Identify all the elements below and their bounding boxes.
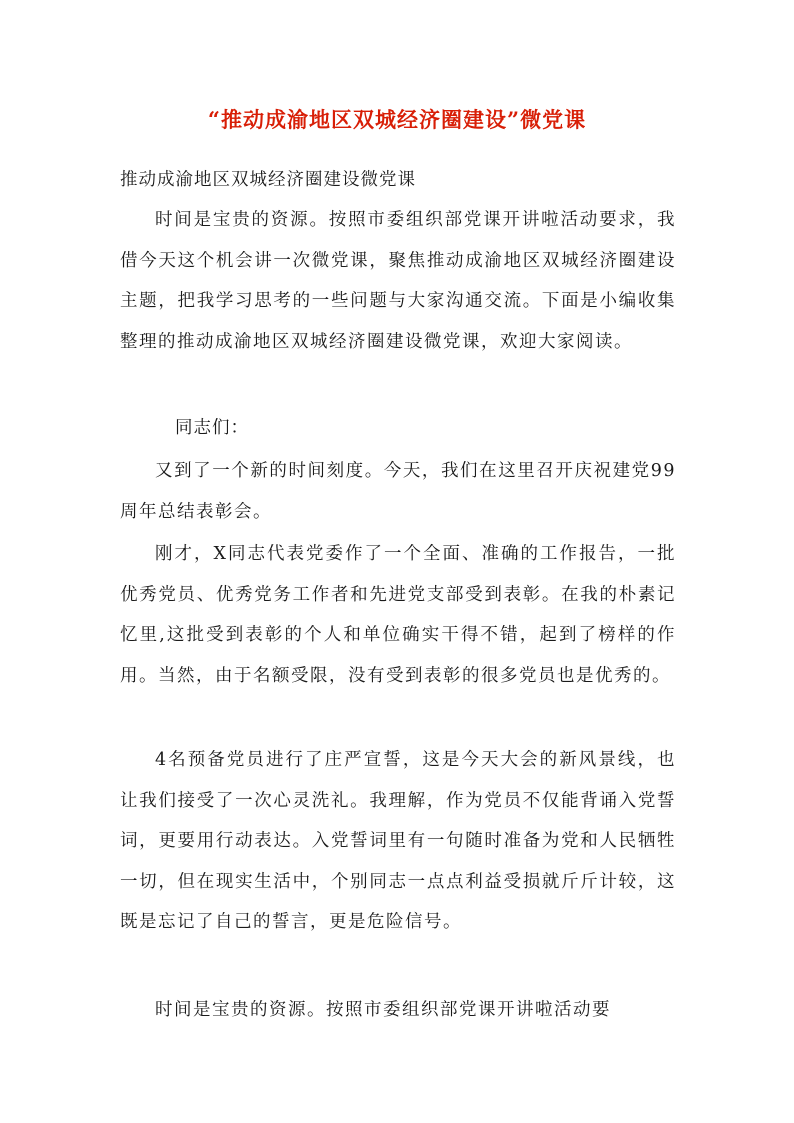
paragraph-3: 刚才，X同志代表党委作了一个全面、准确的工作报告，一批优秀党员、优秀党务工作者和先进党支部受到表彰。在我的朴素记忆里,这批受到表彰的个人和单位确实干得不错，起到了榜样的作用。当然，由于名额受限，没有受到表彰的很多党员也是优秀的。 [120,544,676,686]
document-subtitle: 推动成渝地区双城经济圈建设微党课 [120,170,416,190]
document-title: “推动成渝地区双城经济圈建设”微党课 [207,107,587,132]
paragraph-2: 又到了一个新的时间刻度。今天，我们在这里召开庆祝建党99周年总结表彰会。 [120,461,676,522]
greeting: 同志们： [175,418,249,438]
paragraph-5: 时间是宝贵的资源。按照市委组织部党课开讲啦活动要 [155,1000,611,1020]
paragraph-4: 4名预备党员进行了庄严宣誓，这是今天大会的新风景线，也让我们接受了一次心灵洗礼。我理解，作为党员不仅能背诵入党誓词，更要用行动表达。入党誓词里有一句随时准备为党和人民牺牲一切，但在现实生活中，个别同志一点点利益受损就斤斤计较，这既是忘记了自己的誓言，更是危险信号。 [120,750,676,932]
paragraph-intro: 时间是宝贵的资源。按照市委组织部党课开讲啦活动要求，我借今天这个机会讲一次微党课，聚焦推动成渝地区双城经济圈建设主题，把我学习思考的一些问题与大家沟通交流。下面是小编收集整理的推动成渝地区双城经济圈建设微党课，欢迎大家阅读。 [120,210,676,352]
